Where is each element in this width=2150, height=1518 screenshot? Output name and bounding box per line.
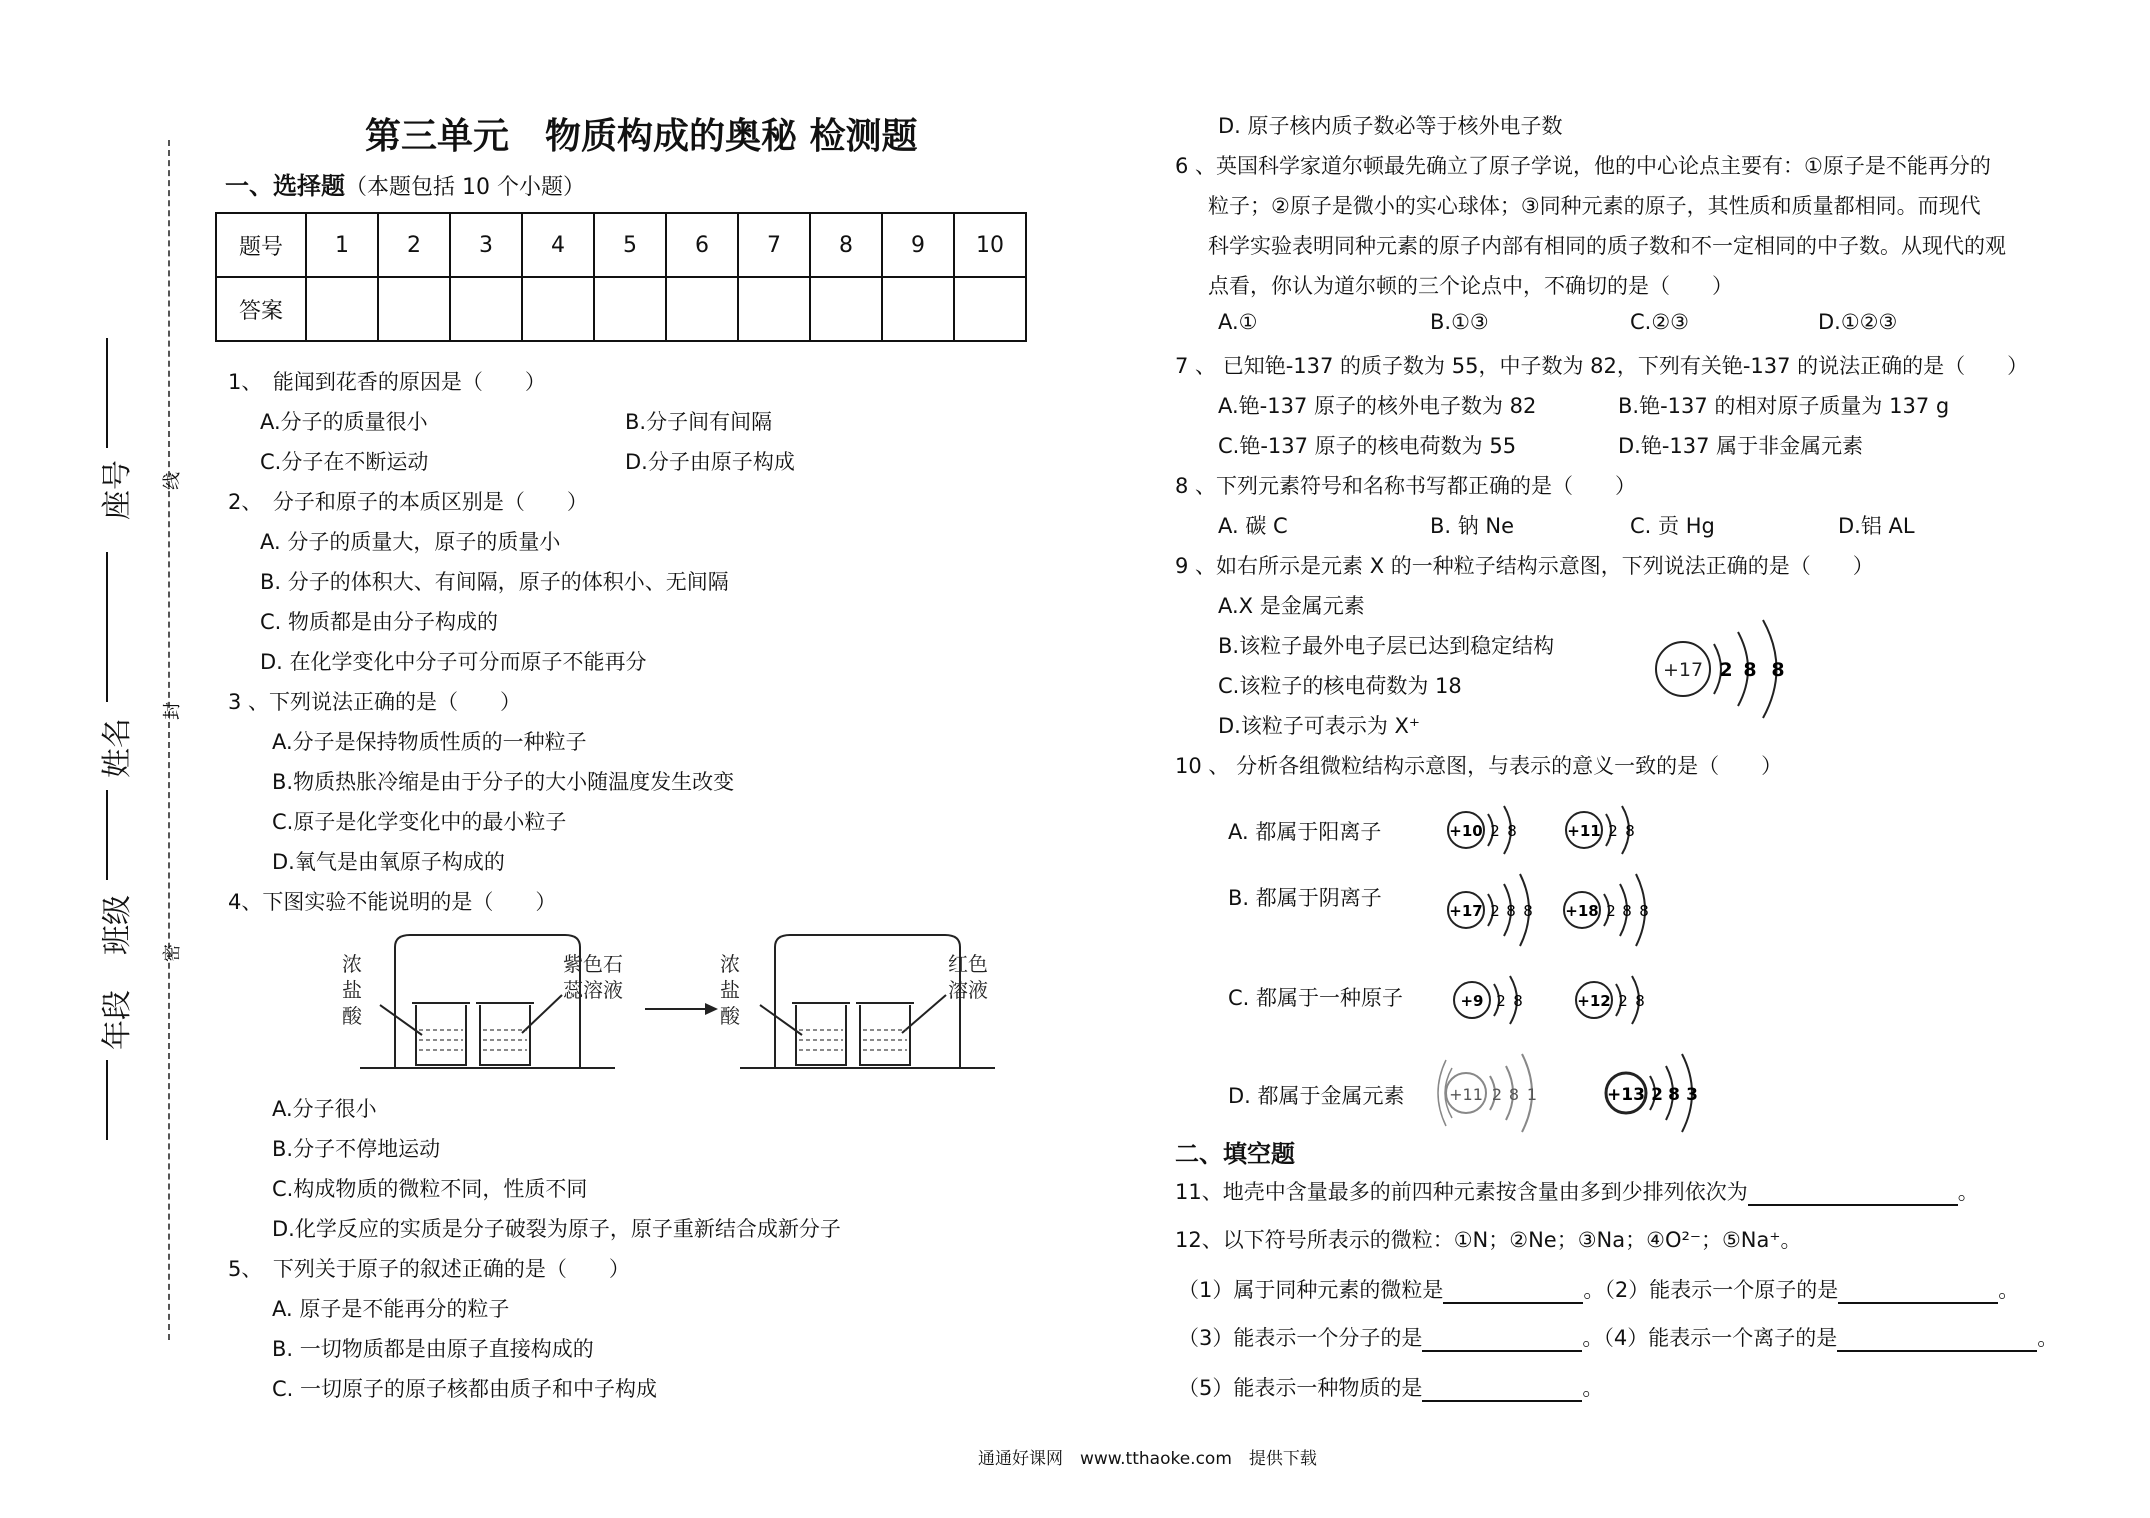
q12-part5-label: （5）能表示一种物质的是	[1178, 1376, 1423, 1400]
bell-jar-left	[395, 935, 580, 1067]
q9-option-d: D.该粒子可表示为 X⁺	[1218, 714, 1420, 738]
binding-dashed-line	[168, 140, 170, 1340]
q6-option-a: A.①	[1218, 310, 1258, 334]
answer-table-number: 2	[378, 213, 450, 277]
shell-electrons: 8	[1668, 1085, 1680, 1105]
q11-answer-blank[interactable]	[1748, 1180, 1958, 1206]
fig-label-hcl-right: 盐	[720, 978, 740, 1002]
q1-option-c: C.分子在不断运动	[260, 450, 429, 474]
nucleus-charge: +17	[1449, 902, 1483, 920]
shell-electrons: 2	[1719, 659, 1733, 681]
shell-electrons: 8	[1508, 1085, 1520, 1104]
label-seat: 座号	[100, 460, 135, 520]
q12-part2-label: （2）能表示一个原子的是	[1604, 1278, 1839, 1302]
q8-option-d: D.铝 AL	[1838, 514, 1915, 538]
q6-line: 点看，你认为道尔顿的三个论点中，不确切的是（ ）	[1208, 274, 1733, 298]
nucleus-charge: +9	[1460, 992, 1484, 1010]
answer-table-row1-label: 题号	[216, 213, 306, 277]
q6-option-b: B.①③	[1430, 310, 1489, 334]
q6-option-d: D.①②③	[1818, 310, 1898, 334]
q9-option-a: A.X 是金属元素	[1218, 594, 1365, 618]
shell-electrons: 8	[1506, 902, 1516, 920]
answer-table-number: 3	[450, 213, 522, 277]
answer-cell[interactable]	[738, 277, 810, 341]
fig-label-hcl-left: 浓	[342, 952, 362, 976]
shell-electrons: 2	[1606, 902, 1616, 920]
q4-stem: 4、下图实验不能说明的是（ ）	[228, 890, 557, 914]
q10-b2-diagram	[1560, 870, 1670, 950]
shell-electrons: 8	[1507, 822, 1517, 840]
fig-label-hcl-right: 酸	[720, 1004, 740, 1028]
fig-label-hcl-left: 酸	[342, 1004, 362, 1028]
q10-a1-diagram	[1444, 800, 1534, 860]
beaker-litmus-left	[476, 1003, 534, 1065]
nucleus-charge: +10	[1449, 822, 1483, 840]
q12-part4-blank[interactable]	[1837, 1326, 2037, 1352]
q10-option-a: A. 都属于阳离子	[1228, 820, 1382, 844]
page-title: 第三单元 物质构成的奥秘 检测题	[365, 115, 918, 157]
shell-electrons: 2	[1490, 822, 1500, 840]
q8-stem: 8 、下列元素符号和名称书写都正确的是（ ）	[1175, 474, 1637, 498]
answer-table-answer-row	[216, 277, 1026, 341]
answer-table-number: 8	[810, 213, 882, 277]
q3-option-d: D.氧气是由氧原子构成的	[272, 850, 505, 874]
shell-electrons: 2	[1618, 992, 1628, 1010]
q7-option-d: D.铯-137 属于非金属元素	[1618, 434, 1864, 458]
answer-table-number: 9	[882, 213, 954, 277]
q12-line-2	[1178, 1322, 2058, 1352]
q12-text: 12、以下符号所表示的微粒：①N；②Ne；③Na；④O²⁻；⑤Na⁺。	[1175, 1228, 1802, 1252]
q12-part1-label: （1）属于同种元素的微粒是	[1178, 1278, 1444, 1302]
q12-part5-blank[interactable]	[1422, 1376, 1582, 1402]
fig-label-hcl-right: 浓	[720, 952, 740, 976]
shell-electrons: 2	[1490, 902, 1500, 920]
label-name: 姓名	[100, 718, 135, 778]
section1-note: （本题包括 10 个小题）	[345, 175, 585, 200]
q6-line: 粒子；②原子是微小的实心球体；③同种元素的原子，其性质和质量都相同。而现代	[1208, 194, 1981, 218]
q11-line	[1175, 1176, 1979, 1206]
q12-part1-blank[interactable]	[1443, 1278, 1583, 1304]
nucleus-charge: +12	[1577, 992, 1611, 1010]
answer-cell[interactable]	[666, 277, 738, 341]
q4-option-b: B.分子不停地运动	[272, 1137, 441, 1161]
q8-option-b: B. 钠 Ne	[1430, 514, 1515, 538]
q4-experiment-figure	[320, 925, 1020, 1075]
nucleus-charge: +11	[1449, 1085, 1483, 1104]
q6-line: 6 、英国科学家道尔顿最先确立了原子学说，他的中心论点主要有：①原子是不能再分的	[1175, 154, 1991, 178]
q1-option-d: D.分子由原子构成	[625, 450, 795, 474]
q9-stem: 9 、如右所示是元素 X 的一种粒子结构示意图，下列说法正确的是（ ）	[1175, 554, 1874, 578]
answer-table	[215, 212, 1027, 342]
q10-d2-diagram	[1600, 1048, 1720, 1138]
fig-label-red: 溶液	[948, 978, 988, 1002]
q10-b1-diagram	[1444, 870, 1554, 950]
q10-a2-diagram	[1562, 800, 1652, 860]
label-pointer	[902, 995, 946, 1033]
label-grade: 年段	[100, 990, 135, 1050]
q3-option-a: A.分子是保持物质性质的一种粒子	[272, 730, 587, 754]
q12-part2-end: 。	[1998, 1278, 2020, 1302]
answer-table-row2-label: 答案	[216, 277, 306, 341]
q2-option-b: B. 分子的体积大、有间隔，原子的体积小、无间隔	[260, 570, 729, 594]
nucleus-charge: +13	[1607, 1085, 1645, 1105]
fig-label-red: 红色	[948, 952, 988, 976]
shell-electrons: 2	[1651, 1085, 1663, 1105]
q3-option-b: B.物质热胀冷缩是由于分子的大小随温度发生改变	[272, 770, 735, 794]
answer-cell[interactable]	[522, 277, 594, 341]
q10-d1-diagram	[1440, 1048, 1560, 1138]
shell-electrons: 8	[1639, 902, 1649, 920]
section1-title: 一、选择题	[225, 172, 345, 200]
q1-stem: 1、 能闻到花香的原因是（ ）	[228, 370, 546, 394]
answer-table-number: 6	[666, 213, 738, 277]
q5-option-d: D. 原子核内质子数必等于核外电子数	[1218, 114, 1563, 138]
shell-electrons: 8	[1625, 822, 1635, 840]
binding-mark-feng: 封	[162, 702, 183, 720]
answer-cell[interactable]	[450, 277, 522, 341]
answer-table-number-row	[216, 213, 1026, 277]
shell-electrons: 8	[1771, 659, 1785, 681]
q2-option-a: A. 分子的质量大，原子的质量小	[260, 530, 561, 554]
shell-electrons: 2	[1496, 992, 1506, 1010]
nucleus-charge: +11	[1567, 822, 1601, 840]
section2-heading: 二、填空题	[1175, 1140, 1295, 1168]
q4-option-c: C.构成物质的微粒不同，性质不同	[272, 1177, 588, 1201]
nucleus-charge: +18	[1565, 902, 1599, 920]
answer-cell[interactable]	[954, 277, 1026, 341]
arrow-head	[705, 1003, 718, 1015]
answer-cell[interactable]	[378, 277, 450, 341]
binding-mark-mi: 密	[162, 944, 183, 962]
answer-cell[interactable]	[306, 277, 378, 341]
nucleus-charge: +17	[1662, 659, 1704, 681]
class-blank-line	[106, 790, 108, 880]
q6-option-c: C.②③	[1630, 310, 1689, 334]
q5-option-a: A. 原子是不能再分的粒子	[272, 1297, 510, 1321]
q10-option-b: B. 都属于阴离子	[1228, 886, 1382, 910]
shell-electrons: 8	[1635, 992, 1645, 1010]
page-footer: 通通好课网 www.tthaoke.com 提供下载	[978, 1449, 1317, 1469]
q4-option-a: A.分子很小	[272, 1097, 377, 1121]
q12-part2-blank[interactable]	[1838, 1278, 1998, 1304]
q5-stem: 5、 下列关于原子的叙述正确的是（ ）	[228, 1257, 630, 1281]
q9-option-b: B.该粒子最外电子层已达到稳定结构	[1218, 634, 1555, 658]
q12-part4-end: 。	[2037, 1326, 2059, 1350]
q11-text: 11、地壳中含量最多的前四种元素按含量由多到少排列依次为	[1175, 1180, 1748, 1204]
grade-blank-line	[106, 1060, 108, 1140]
q12-line-1	[1178, 1274, 2019, 1304]
answer-table-number: 5	[594, 213, 666, 277]
q2-option-d: D. 在化学变化中分子可分而原子不能再分	[260, 650, 647, 674]
q6-line: 科学实验表明同种元素的原子内部有相同的质子数和不一定相同的中子数。从现代的观	[1208, 234, 2006, 258]
q12-part5-end: 。	[1582, 1376, 1604, 1400]
q10-option-c: C. 都属于一种原子	[1228, 986, 1404, 1010]
q8-option-c: C. 贡 Hg	[1630, 514, 1715, 538]
q8-option-a: A. 碳 C	[1218, 514, 1288, 538]
answer-cell[interactable]	[882, 277, 954, 341]
q12-line-3	[1178, 1372, 1603, 1402]
answer-cell[interactable]	[594, 277, 666, 341]
shell-electrons: 2	[1491, 1085, 1503, 1104]
q3-option-c: C.原子是化学变化中的最小粒子	[272, 810, 567, 834]
q10-c1-diagram	[1450, 970, 1540, 1030]
q11-end: 。	[1957, 1180, 1979, 1204]
q7-option-b: B.铯-137 的相对原子质量为 137 g	[1618, 394, 1950, 418]
answer-table-number: 4	[522, 213, 594, 277]
fig-label-litmus: 紫色石	[563, 952, 623, 976]
shell-electrons: 8	[1743, 659, 1757, 681]
q10-c2-diagram	[1572, 970, 1662, 1030]
name-blank-line	[106, 552, 108, 702]
q2-stem: 2、 分子和原子的本质区别是（ ）	[228, 490, 588, 514]
q1-option-b: B.分子间有间隔	[625, 410, 773, 434]
q12-part3-blank[interactable]	[1422, 1326, 1582, 1352]
fig-label-hcl-left: 盐	[342, 978, 362, 1002]
q5-option-c: C. 一切原子的原子核都由质子和中子构成	[272, 1377, 658, 1401]
q10-stem: 10 、 分析各组微粒结构示意图，与表示的意义一致的是（ ）	[1175, 754, 1783, 778]
answer-table-number: 1	[306, 213, 378, 277]
label-pointer	[522, 995, 562, 1033]
label-class: 班级	[100, 895, 135, 955]
q9-atom-diagram	[1648, 610, 1808, 730]
q12-part3-label: （3）能表示一个分子的是	[1178, 1326, 1423, 1350]
q9-option-c: C.该粒子的核电荷数为 18	[1218, 674, 1462, 698]
shell-electrons: 3	[1686, 1085, 1698, 1105]
q5-option-b: B. 一切物质都是由原子直接构成的	[272, 1337, 594, 1361]
answer-table-number: 7	[738, 213, 810, 277]
shell-electrons: 8	[1523, 902, 1533, 920]
q1-option-a: A.分子的质量很小	[260, 410, 428, 434]
q12-part4-label: （4）能表示一个离子的是	[1603, 1326, 1838, 1350]
q7-option-c: C.铯-137 原子的核电荷数为 55	[1218, 434, 1517, 458]
shell-electrons: 8	[1622, 902, 1632, 920]
seat-blank-line	[106, 338, 108, 448]
beaker-red-right	[856, 1003, 914, 1065]
q12-part3-end: 。	[1582, 1326, 1604, 1350]
q12-part1-end: 。	[1583, 1278, 1605, 1302]
q4-option-d: D.化学反应的实质是分子破裂为原子，原子重新结合成新分子	[272, 1217, 841, 1241]
q3-stem: 3 、下列说法正确的是（ ）	[228, 690, 522, 714]
shell-electrons: 2	[1608, 822, 1618, 840]
shell-electrons: 8	[1513, 992, 1523, 1010]
bell-jar-right	[775, 935, 960, 1067]
q2-option-c: C. 物质都是由分子构成的	[260, 610, 499, 634]
q7-option-a: A.铯-137 原子的核外电子数为 82	[1218, 394, 1537, 418]
fig-label-litmus: 蕊溶液	[563, 978, 623, 1002]
answer-table-number: 10	[954, 213, 1026, 277]
binding-mark-xian: 线	[162, 472, 183, 490]
section1-heading	[225, 166, 585, 201]
q10-option-d: D. 都属于金属元素	[1228, 1084, 1405, 1108]
q7-stem: 7 、 已知铯-137 的质子数为 55，中子数为 82，下列有关铯-137 的说法正确的是（ ）	[1175, 354, 2029, 378]
shell-electrons: 1	[1526, 1085, 1538, 1104]
answer-cell[interactable]	[810, 277, 882, 341]
